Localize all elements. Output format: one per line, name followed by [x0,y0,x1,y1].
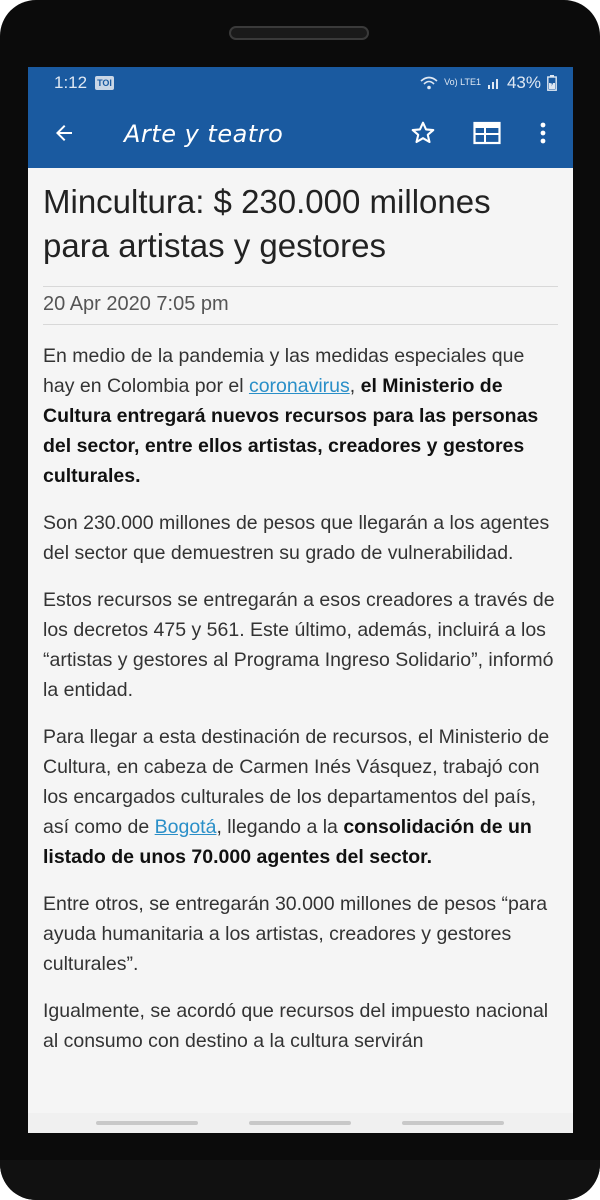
phone-bottom-bezel [0,1160,600,1200]
article-paragraph [43,722,558,872]
article-paragraph [43,341,558,491]
status-right [420,73,557,93]
favorite-button[interactable] [404,114,442,152]
arrow-back-icon [52,121,76,145]
toi-notification-icon: TOI [97,77,112,88]
star-outline-icon [410,120,436,146]
paragraph-text: En medio de la pandemia y las medidas especiales que hay en Colombia por el [43,345,525,397]
gesture-nav-bar [28,1113,573,1133]
article-body [28,168,573,1056]
network-label: Vo) LTE1 [444,77,481,87]
article-paragraph: Estos recursos se entregarán a esos creadores a través de los decretos 475 y 561. Este último, además, incluirá a los “artistas y gestores al Programa Ingreso Solidario”, informó la entidad. [43,589,555,701]
status-time: 1:12 [54,72,88,92]
screen [28,67,573,1133]
status-left [54,73,114,93]
nav-pill-left[interactable] [96,1121,198,1125]
battery-charging-icon [547,75,557,91]
more-options-button[interactable] [524,114,562,152]
page-title: Arte y teatro [124,120,284,148]
paragraph-text: , llegando a la [216,816,344,838]
status-bar [28,67,573,98]
back-button[interactable] [45,114,83,152]
article-paragraph: Son 230.000 millones de pesos que llegarán a los agentes del sector que demuestren su grado de vulnerabilidad. [43,512,550,564]
reader-view-button[interactable] [468,114,506,152]
nav-pill-center[interactable] [249,1121,351,1125]
signal-icon [487,76,501,90]
bogota-link[interactable]: Bogotá [154,816,217,838]
article-paragraph: Igualmente, se acordó que recursos del impuesto nacional al consumo con destino a la cultura servirán [43,1000,549,1052]
wifi-icon [420,76,438,90]
paragraph-text: Para llegar a esta destinación de recursos, el Ministerio de Cultura, en cabeza de Carmen Inés Vásquez, trabajó con los encargados culturales de los departamentos del país, así como de [43,726,550,838]
paragraph-bold-text: el Ministerio de Cultura entregará nuevos recursos para las personas del sector, entre ellos artistas, creadores y gestores culturales. [43,375,539,487]
battery-percent: 43% [506,72,541,92]
article-date: 20 Apr 2020 7:05 pm [43,286,558,325]
paragraph-bold-text: consolidación de un listado de unos 70.000 agentes del sector. [43,816,532,868]
paragraph-text: , [349,375,361,397]
nav-pill-right[interactable] [402,1121,504,1125]
phone-speaker [229,26,369,40]
coronavirus-link[interactable]: coronavirus [248,375,350,397]
newspaper-icon [473,121,501,145]
more-vert-icon [540,122,546,144]
article-paragraph: Entre otros, se entregarán 30.000 millones de pesos “para ayuda humanitaria a los artistas, creadores y gestores culturales”. [43,893,548,975]
app-toolbar [28,98,573,168]
article-headline: Mincultura: $ 230.000 millones para artistas y gestores [43,183,491,264]
